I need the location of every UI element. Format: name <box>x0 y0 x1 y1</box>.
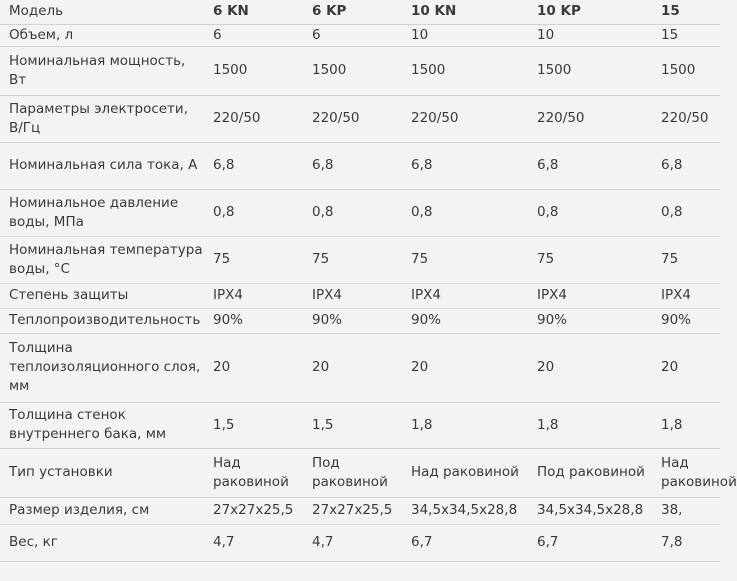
cell-value: Под раковиной <box>528 448 652 497</box>
cell-value: 90% <box>402 308 528 333</box>
cell-value: Над раковиной <box>402 448 528 497</box>
cell-value: 75 <box>652 236 720 283</box>
table-row <box>0 236 720 283</box>
cell-value: 10 <box>402 24 528 46</box>
cell-value: IPX4 <box>303 283 402 308</box>
cell-value: IPX4 <box>402 283 528 308</box>
cell-value: 0,8 <box>652 189 720 236</box>
cell-value: 6,8 <box>303 142 402 189</box>
cell-value: 1,5 <box>204 402 303 448</box>
table-row <box>0 333 720 402</box>
cell-value: 38, <box>652 497 720 524</box>
cell-value: 20 <box>528 333 652 402</box>
cell-value: 0,8 <box>528 189 652 236</box>
cell-value: 6 <box>204 24 303 46</box>
row-label: Номинальная мощность, Вт <box>0 46 204 95</box>
row-label: Степень защиты <box>0 283 204 308</box>
table-row <box>0 95 720 142</box>
cell-value: 1500 <box>652 46 720 95</box>
cell-value: 1,8 <box>402 402 528 448</box>
cell-value: 90% <box>204 308 303 333</box>
table-row <box>0 283 720 308</box>
cell-value: 20 <box>402 333 528 402</box>
cell-value: 220/50 <box>204 95 303 142</box>
cell-value: 6,8 <box>204 142 303 189</box>
model-15: 15 <box>652 0 720 24</box>
table-row <box>0 142 720 189</box>
table-row <box>0 46 720 95</box>
cell-value: 75 <box>303 236 402 283</box>
cell-value: 1,8 <box>652 402 720 448</box>
cell-value: 6,7 <box>402 524 528 561</box>
table-row <box>0 308 720 333</box>
cell-value: 0,8 <box>303 189 402 236</box>
table-row <box>0 497 720 524</box>
cell-value: 7,8 <box>652 524 720 561</box>
cell-value: IPX4 <box>652 283 720 308</box>
model-6kp: 6 KP <box>303 0 402 24</box>
cell-value: 6,8 <box>652 142 720 189</box>
cell-value: 15 <box>652 24 720 46</box>
model-10kp: 10 KP <box>528 0 652 24</box>
table-row <box>0 524 720 561</box>
cell-value: 220/50 <box>652 95 720 142</box>
cell-value: 1,8 <box>528 402 652 448</box>
cell-value: 4,7 <box>303 524 402 561</box>
row-label: Параметры электросети, В/Гц <box>0 95 204 142</box>
row-label: Тип установки <box>0 448 204 497</box>
table-row <box>0 24 720 46</box>
cell-value: 20 <box>652 333 720 402</box>
table-row <box>0 448 720 497</box>
cell-value: Под раковиной <box>303 448 402 497</box>
cell-value: 20 <box>204 333 303 402</box>
row-label: Объем, л <box>0 24 204 46</box>
cell-value: 1500 <box>303 46 402 95</box>
cell-value: 27x27x25,5 <box>303 497 402 524</box>
cell-value: 10 <box>528 24 652 46</box>
table-row <box>0 189 720 236</box>
cell-value: 6 <box>303 24 402 46</box>
cell-value: 75 <box>528 236 652 283</box>
row-label: Номинальное давление воды, МПа <box>0 189 204 236</box>
cell-value: 0,8 <box>402 189 528 236</box>
cell-value: 220/50 <box>303 95 402 142</box>
cell-value: 34,5x34,5x28,8 <box>528 497 652 524</box>
table-header-row <box>0 0 720 24</box>
row-label: Размер изделия, см <box>0 497 204 524</box>
cell-value: 220/50 <box>402 95 528 142</box>
cell-value: 90% <box>528 308 652 333</box>
cell-value: 75 <box>402 236 528 283</box>
cell-value: Над раковиной <box>204 448 303 497</box>
cell-value: 75 <box>204 236 303 283</box>
cell-value: IPX4 <box>528 283 652 308</box>
row-label: Толщина теплоизоляционного слоя, мм <box>0 333 204 402</box>
cell-value: IPX4 <box>204 283 303 308</box>
row-label: Номинальная температура воды, °С <box>0 236 204 283</box>
cell-value: 1500 <box>528 46 652 95</box>
cell-value: 90% <box>652 308 720 333</box>
cell-value: 1500 <box>402 46 528 95</box>
model-10kn: 10 KN <box>402 0 528 24</box>
cell-value: 4,7 <box>204 524 303 561</box>
cell-value: 20 <box>303 333 402 402</box>
cell-value: 220/50 <box>528 95 652 142</box>
row-label: Номинальная сила тока, А <box>0 142 204 189</box>
cell-value: 27x27x25,5 <box>204 497 303 524</box>
table-row <box>0 402 720 448</box>
row-label: Теплопроизводительность <box>0 308 204 333</box>
row-label: Вес, кг <box>0 524 204 561</box>
cell-value: Над раковиной <box>652 448 720 497</box>
cell-value: 6,7 <box>528 524 652 561</box>
cell-value: 1500 <box>204 46 303 95</box>
cell-value: 34,5x34,5x28,8 <box>402 497 528 524</box>
cell-value: 1,5 <box>303 402 402 448</box>
row-label: Толщина стенок внутреннего бака, мм <box>0 402 204 448</box>
model-6kn: 6 KN <box>204 0 303 24</box>
cell-value: 90% <box>303 308 402 333</box>
header-model-label: Модель <box>0 0 204 24</box>
cell-value: 6,8 <box>528 142 652 189</box>
cell-value: 6,8 <box>402 142 528 189</box>
cell-value: 0,8 <box>204 189 303 236</box>
